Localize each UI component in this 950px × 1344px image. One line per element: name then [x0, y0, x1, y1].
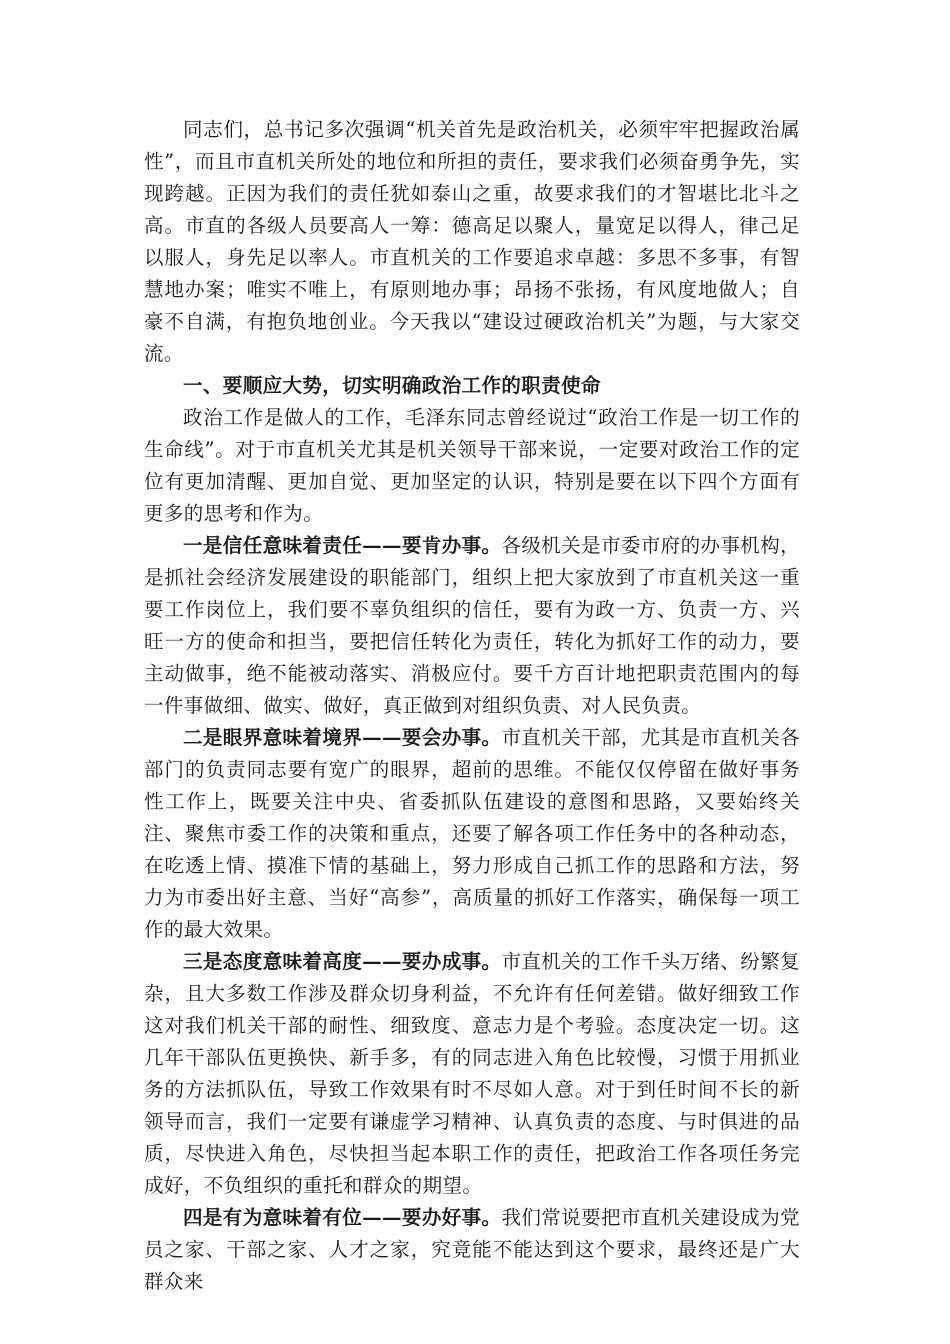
section-heading-text: 一、要顺应大势，切实明确政治工作的职责使命: [183, 374, 601, 397]
section-paragraph-text: 政治工作是做人的工作，毛泽东同志曾经说过“政治工作是一切工作的生命线”。对于市直机关尤其是机关领导干部来说，一定要对政治工作的定位有更加清醒、更加自觉、更加坚定的认识，特别是要在以下四个方面有更多的思考和作为。: [144, 406, 800, 525]
point-1-lead: 一是信任意味着责任——要肯办事。: [183, 534, 502, 557]
point-1-paragraph: [144, 530, 800, 722]
point-3-paragraph: [144, 946, 800, 1202]
section-paragraph: [144, 402, 800, 530]
point-3-body: 市直机关的工作千头万绪、纷繁复杂，且大多数工作涉及群众切身利益，不允许有任何差错。做好细致工作这对我们机关干部的耐性、细致度、意志力是个考验。态度决定一切。这几年干部队伍更换快、新手多，有的同志进入角色比较慢，习惯于用抓业务的方法抓队伍，导致工作效果有时不尽如人意。对于到任时间不长的新领导而言，我们一定要有谦虚学习精神、认真负责的态度、与时俱进的品质，尽快进入角色，尽快担当起本职工作的责任，把政治工作各项任务完成好，不负组织的重托和群众的期望。: [144, 950, 800, 1197]
intro-paragraph: [144, 114, 800, 370]
point-4-paragraph: [144, 1202, 800, 1298]
intro-text: 同志们，总书记多次强调“机关首先是政治机关，必须牢牢把握政治属性”，而且市直机关所处的地位和所担的责任，要求我们必须奋勇争先，实现跨越。正因为我们的责任犹如泰山之重，故要求我们的才智堪比北斗之高。市直的各级人员要高人一筹：德高足以聚人，量宽足以得人，律己足以服人，身先足以率人。市直机关的工作要追求卓越：多思不多事，有智慧地办案；唯实不唯上，有原则地办事；昂扬不张扬，有风度地做人；自豪不自满，有抱负地创业。今天我以“建设过硬政治机关”为题，与大家交流。: [144, 118, 800, 365]
point-4-body: 我们常说要把市直机关建设成为党员之家、干部之家、人才之家，究竟能不能达到这个要求，最终还是广大群众来: [144, 1206, 800, 1293]
point-2-body: 市直机关干部，尤其是市直机关各部门的负责同志要有宽广的眼界，超前的思维。不能仅仅停留在做好事务性工作上，既要关注中央、省委抓队伍建设的意图和思路，又要始终关注、聚焦市委工作的决策和重点，还要了解各项工作任务中的各种动态，在吃透上情、摸准下情的基础上，努力形成自己抓工作的思路和方法，努力为市委出好主意、当好“高参”，高质量的抓好工作落实，确保每一项工作的最大效果。: [144, 726, 800, 941]
document-body: [144, 114, 800, 1298]
point-4-lead: 四是有为意味着有位——要办好事。: [183, 1206, 502, 1229]
point-3-lead: 三是态度意味着高度——要办成事。: [183, 950, 502, 973]
point-2-paragraph: [144, 722, 800, 946]
point-2-lead: 二是眼界意味着境界——要会办事。: [183, 726, 502, 749]
section-heading: [144, 370, 800, 402]
point-1-body: 各级机关是市委市府的办事机构，是抓社会经济发展建设的职能部门，组织上把大家放到了市直机关这一重要工作岗位上，我们要不辜负组织的信任，要有为政一方、负责一方、兴旺一方的使命和担当，要把信任转化为责任，转化为抓好工作的动力，要主动做事，绝不能被动落实、消极应付。要千方百计地把职责范围内的每一件事做细、做实、做好，真正做到对组织负责、对人民负责。: [144, 534, 800, 717]
